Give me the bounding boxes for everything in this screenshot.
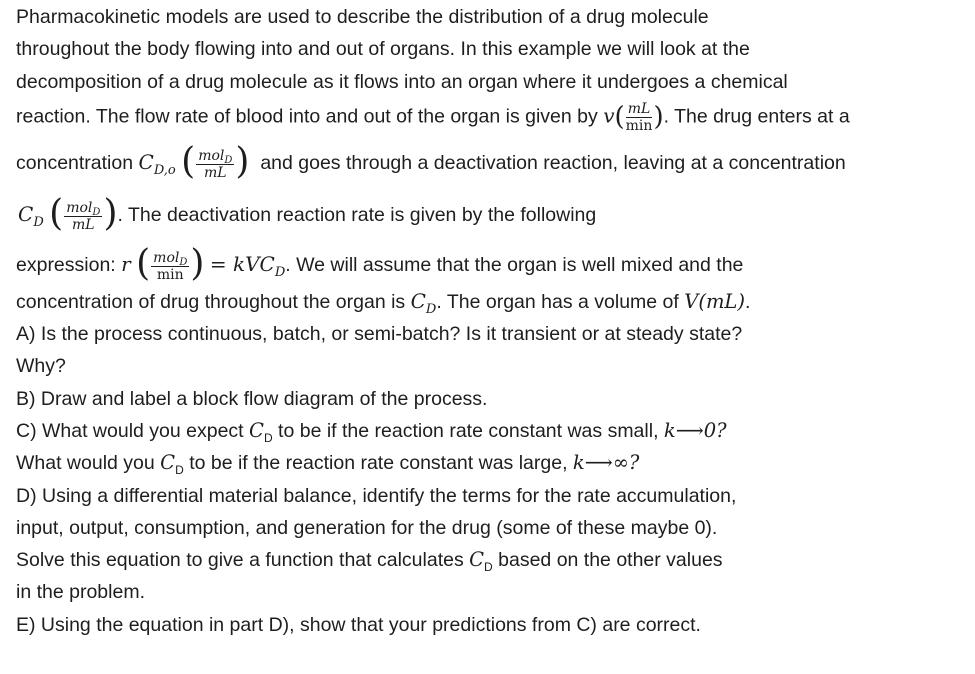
concentration-units (64, 201, 102, 232)
text: decomposition of a drug molecule as it flows into an organ where it undergoes a chemical (16, 71, 788, 93)
text: input, output, consumption, and generation for the drug (some of these maybe 0). (16, 517, 718, 539)
subscript: D (92, 206, 101, 218)
units-numerator: mL (627, 101, 651, 117)
paren-open: ( (49, 193, 64, 234)
text: A) Is the process continuous, batch, or semi-batch? Is it transient or at steady state? (16, 323, 743, 345)
text: . We will assume that the organ is well mixed and the (285, 254, 744, 277)
text: . (745, 291, 751, 313)
text: B) Draw and label a block flow diagram of the process. (16, 388, 488, 410)
limit-expression: k⟶0? (663, 419, 727, 442)
question-d-line-2 (16, 516, 717, 540)
units-denominator: min (156, 266, 184, 283)
question-e (16, 613, 701, 637)
subscript: D (425, 302, 437, 317)
subscript: D (263, 431, 273, 445)
units-numerator: mol (66, 199, 93, 216)
paren-close: ) (190, 243, 205, 284)
subscript: D (274, 265, 286, 281)
text-line-5 (16, 141, 846, 182)
text: . The deactivation reaction rate is given by the following (117, 204, 597, 227)
paren-close: ) (653, 101, 664, 132)
text: . The drug enters at a (663, 105, 850, 128)
text-line-6 (18, 193, 597, 234)
concentration-symbol: C (249, 419, 264, 442)
text: What would you (16, 452, 155, 474)
subscript: D,o (153, 163, 176, 179)
units-denominator: min (625, 118, 653, 134)
text: C) What would you expect (16, 420, 244, 442)
paren-open: ( (181, 141, 196, 182)
text: to be if the reaction rate constant was small, (278, 420, 659, 442)
concentration-symbol: C (410, 289, 426, 313)
concentration-symbol: C (469, 548, 485, 571)
text: and goes through a deactivation reaction, leaving at a concentration (260, 152, 846, 175)
flow-rate-symbol: v (603, 103, 615, 128)
units-denominator: mL (204, 164, 227, 181)
text: concentration (16, 152, 134, 175)
text-line-4 (16, 102, 850, 133)
concentration-units (196, 149, 234, 180)
paren-close: ) (235, 141, 250, 182)
subscript: D (33, 215, 44, 231)
outlet-concentration-symbol: C (18, 202, 34, 227)
question-d-line-3 (16, 548, 723, 574)
rate-expression: = kVC (209, 252, 275, 277)
text: to be if the reaction rate constant was large, (189, 452, 568, 474)
text: Pharmacokinetic models are used to describe the distribution of a drug molecule (16, 6, 709, 28)
question-c-line-2 (16, 451, 639, 477)
question-a-line-1 (16, 322, 742, 346)
inlet-concentration-symbol: C (138, 150, 154, 175)
subscript: D (484, 560, 493, 574)
question-b (16, 387, 487, 411)
rate-symbol: r (121, 252, 131, 277)
text: concentration of drug throughout the organ is (16, 291, 406, 313)
text: D) Using a differential material balance, identify the terms for the rate accumulation, (16, 485, 737, 507)
text-line-8 (16, 289, 750, 317)
text-line-3 (16, 70, 788, 94)
question-a-line-2 (16, 354, 66, 378)
text-line-7 (16, 243, 744, 284)
units-denominator: mL (72, 216, 95, 233)
subscript: D (224, 154, 233, 166)
text: reaction. The flow rate of blood into and out of the organ is given by (16, 105, 598, 128)
text: throughout the body flowing into and out of organs. In this example we will look at the (16, 38, 750, 60)
paren-open: ( (136, 243, 151, 284)
text-line-2 (16, 37, 750, 61)
paren-open: ( (614, 101, 625, 132)
question-d-line-4 (16, 580, 145, 604)
text: Solve this equation to give a function that calculates (16, 549, 464, 571)
units-numerator: mol (198, 147, 225, 164)
subscript: D (175, 463, 184, 477)
question-c-line-1 (16, 419, 727, 445)
paren-close: ) (103, 193, 118, 234)
text: E) Using the equation in part D), show that your predictions from C) are correct. (16, 614, 701, 636)
text: expression: (16, 254, 116, 277)
text: in the problem. (16, 581, 145, 603)
volume-symbol: V(mL) (684, 290, 745, 313)
text: . The organ has a volume of (436, 291, 679, 313)
text: based on the other values (498, 549, 723, 571)
text-line-1 (16, 5, 709, 29)
limit-expression: k⟶∞? (572, 451, 640, 474)
units-numerator: mol (153, 249, 180, 266)
flow-rate-units (626, 102, 653, 133)
question-d-line-1 (16, 484, 736, 508)
concentration-symbol: C (160, 451, 176, 474)
text: Why? (16, 355, 66, 377)
subscript: D (179, 256, 188, 268)
rate-units (151, 251, 189, 282)
